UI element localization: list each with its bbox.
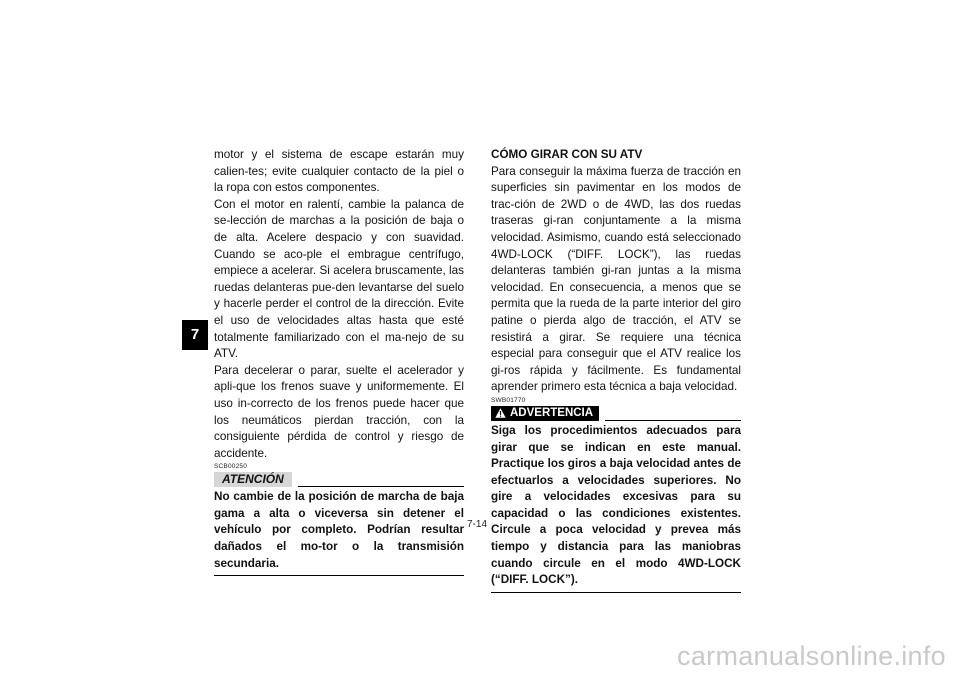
notice-text: No cambie de la posición de marcha de baja gama a alta o viceversa sin detener el vehículo por completo. Podrían resultar dañados el mo-tor o la transmisión secundaria. [214,490,464,570]
notice-end-rule [214,575,464,576]
warning-label-rule [605,420,741,421]
notice-label: ATENCIÓN [214,472,292,487]
watermark: carmanualsonline.info [677,641,946,671]
warning-badge [491,406,599,421]
warning-text: Siga los procedimientos adecuados para girar que se indican en este manual. Practique los giros a baja velocidad antes de efectuarlos a velocidades superiores. No gire a velocidades excesivas para su capacidad o las condiciones existentes. Circule a poca velocidad y prevea más tiempo y distancia para las maniobras cuando circule en el modo 4WD-LOCK (“DIFF. LOCK”). [491,423,741,587]
right-column [491,147,741,593]
left-paragraph-2: Con el motor en ralentí, cambie la palanca de se-lección de marchas a la posición de baja o de alta. Acelere despacio y con suavidad. Cuando se aco-ple el embrague centrífugo, empiece a acelerar. Si acelera bruscamente, las ruedas delanteras pue-den levantarse del suelo y hacerle perder el control de la dirección. Evite el uso de velocidades altas hasta que esté totalmente familiarizado con el ma-nejo de su ATV. [214,197,464,361]
notice-label-rule [298,486,464,487]
right-paragraph: Para conseguir la máxima fuerza de tracción en superficies sin pavimentar en los modos de trac-ción de 2WD o de 4WD, las dos ruedas traseras gi-ran conjuntamente a la misma velocidad. Asimismo, cuando está seleccionado 4WD-LOCK (“DIFF. LOCK”), las ruedas delanteras también gi-ran juntas a la misma velocidad. En consecuencia, a menos que se permita que la rueda de la parte interior del giro patine o pierda algo de tracción, el ATV se resistirá a girar. Se requiere una técnica especial para conseguir que el ATV realice los gi-ros rápida y fácilmente. Es fundamental aprender primero esta técnica a baja velocidad. [491,164,741,394]
notice-code: SCB00250 [214,463,248,471]
left-column [214,147,464,576]
warning-end-rule [491,592,741,593]
left-paragraph-1: motor y el sistema de escape estarán muy calien-tes; evite cualquier contacto de la piel o la ropa con estos componentes. [214,148,464,195]
notice-label-row [214,471,464,487]
warning-triangle-icon [495,408,506,418]
warning-label: ADVERTENCIA [510,406,594,419]
page-number: 7-14 [467,519,488,530]
chapter-tab: 7 [182,320,208,350]
warning-label-row [491,405,741,421]
left-paragraph-3: Para decelerar o parar, suelte el acelerador y apli-que los frenos suave y uniformemente. El uso in-correcto de los frenos puede hacer que los neumáticos pierdan tracción, con la consiguiente pérdida de control y riesgo de accidente. [214,363,464,460]
section-heading: CÓMO GIRAR CON SU ATV [491,148,643,161]
warning-code: SWB01770 [491,396,526,404]
